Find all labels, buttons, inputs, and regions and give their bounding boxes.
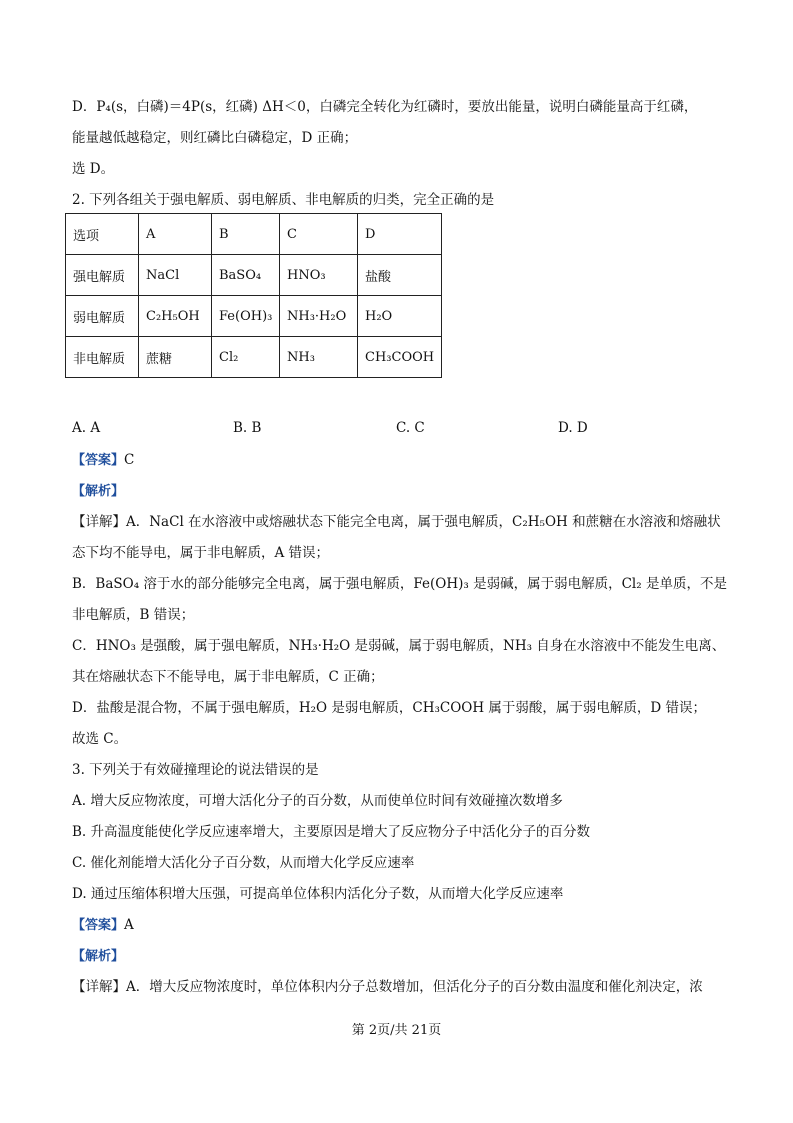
table-cell: CH₃COOH [358,337,442,378]
q2-stem: 2. 下列各组关于强电解质、弱电解质、非电解质的归类，完全正确的是 [72,192,495,208]
q2-detail-line: 其在熔融状态下不能导电，属于非电解质，C 正确； [72,669,384,685]
q2-detail-line: 态下均不能导电，属于非电解质，A 错误； [72,545,330,561]
table-cell: 弱电解质 [66,296,139,337]
q2-option-a: A. A [72,420,101,436]
table-cell: HNO₃ [280,255,358,296]
table-cell: A [139,214,212,255]
q2-option-b: B. B [233,420,262,436]
q2-detail-line: C．HNO₃ 是强酸，属于强电解质，NH₃·H₂O 是弱碱，属于弱电解质，NH₃ 自身在水溶液中不能发生电离、 [72,638,726,654]
answer-tag: 【答案】 [72,918,125,933]
table-cell: Fe(OH)₃ [212,296,280,337]
page-footer: 第 2页/共 21页 [351,1023,442,1038]
table-row [66,337,442,378]
table-cell: H₂O [358,296,442,337]
q2-detail-line: D．盐酸是混合物，不属于强电解质，H₂O 是弱电解质，CH₃COOH 属于弱酸，属于弱电解质，D 错误； [72,700,707,716]
table-cell: C [280,214,358,255]
electrolyte-table [65,213,442,378]
q2-option-c: C. C [396,420,425,436]
q2-detail-line: 故选 C。 [72,731,128,747]
table-cell: NH₃ [280,337,358,378]
answer-tag: 【答案】 [72,453,125,468]
table-row [66,296,442,337]
table-cell: BaSO₄ [212,255,280,296]
q3-stem: 3. 下列关于有效碰撞理论的说法错误的是 [72,762,319,778]
q3-answer [72,915,733,936]
q2-analysis-tag [72,481,733,502]
q3-analysis-tag [72,946,733,967]
q2-option-d: D. D [558,420,588,436]
q3-detail-line: 【详解】A．增大反应物浓度时，单位体积内分子总数增加，但活化分子的百分数由温度和催化剂决定，浓 [72,979,703,995]
q3-option-a: A. 增大反应物浓度，可增大活化分子的百分数，从而使单位时间有效碰撞次数增多 [72,793,563,809]
q2-detail-line: 非电解质，B 错误； [72,607,195,623]
table-cell: B [212,214,280,255]
q2-detail-line: 【详解】A．NaCl 在水溶液中或熔融状态下能完全电离，属于强电解质，C₂H₅OH 和蔗糖在水溶液和熔融状 [72,514,721,530]
table-cell: 蔗糖 [139,337,212,378]
table-cell: 盐酸 [358,255,442,296]
table-cell: 非电解质 [66,337,139,378]
q2-detail-line: B．BaSO₄ 溶于水的部分能够完全电离，属于强电解质，Fe(OH)₃ 是弱碱，属于弱电解质，Cl₂ 是单质，不是 [72,576,727,592]
table-cell: 选项 [66,214,139,255]
prev-line-1: D．P₄(s，白磷)＝4P(s，红磷) ΔH＜0，白磷完全转化为红磷时，要放出能量，说明白磷能量高于红磷， [72,99,698,115]
q3-option-c: C. 催化剂能增大活化分子百分数，从而增大化学反应速率 [72,855,415,871]
analysis-tag: 【解析】 [72,484,125,499]
table-cell: D [358,214,442,255]
q2-answer [72,450,733,471]
table-cell: NH₃·H₂O [280,296,358,337]
table-row [66,255,442,296]
table-cell: Cl₂ [212,337,280,378]
table-row [66,214,442,255]
q3-option-b: B. 升高温度能使化学反应速率增大，主要原因是增大了反应物分子中活化分子的百分数 [72,824,591,840]
analysis-tag: 【解析】 [72,949,125,964]
answer-value: A [124,917,134,933]
table-cell: C₂H₅OH [139,296,212,337]
table-cell: NaCl [139,255,212,296]
answer-value: C [124,452,135,468]
prev-line-2: 能量越低越稳定，则红磷比白磷稳定，D 正确； [72,130,358,146]
table-cell: 强电解质 [66,255,139,296]
q3-option-d: D. 通过压缩体积增大压强，可提高单位体积内活化分子数，从而增大化学反应速率 [72,886,564,902]
prev-line-3: 选 D。 [72,161,115,177]
